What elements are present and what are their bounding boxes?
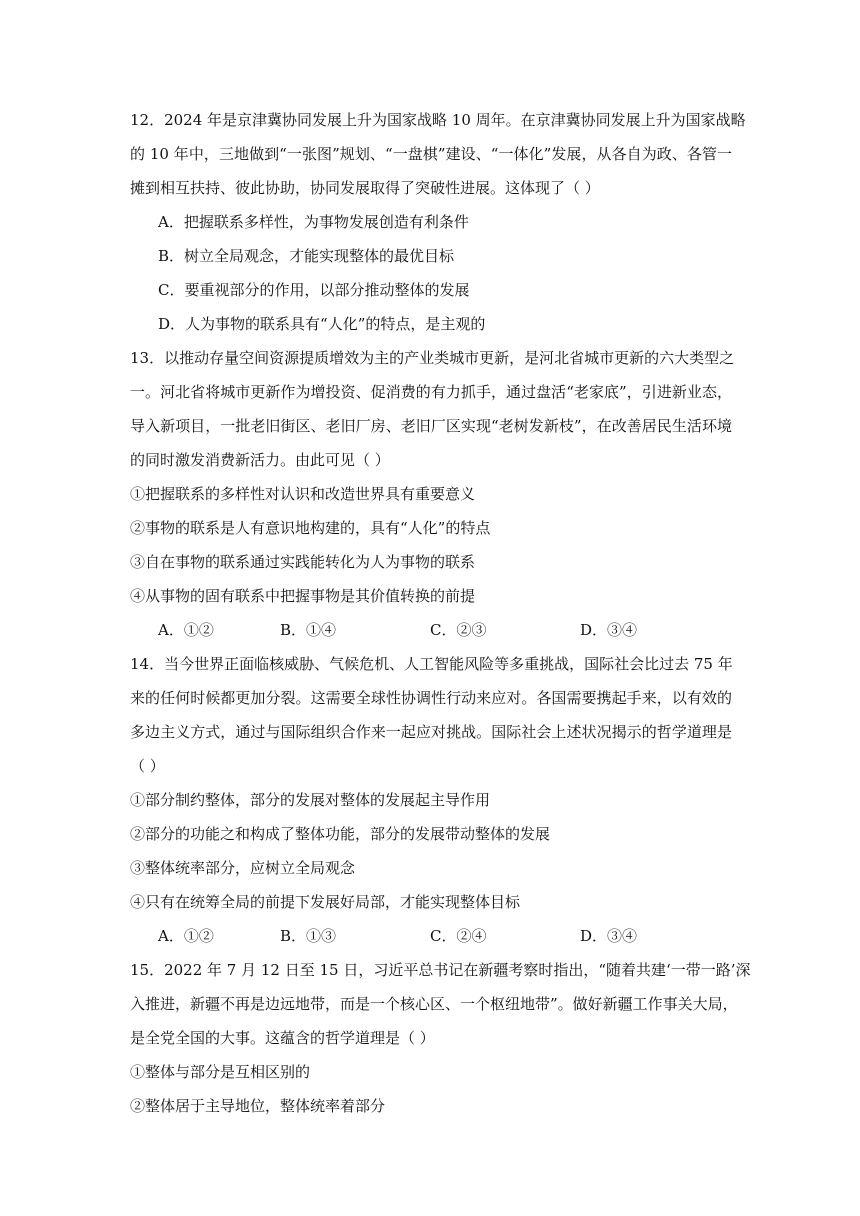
- question-13-item-2: ②事物的联系是人有意识地构建的，具有“人化”的特点: [130, 519, 491, 537]
- question-15-line-1: 15．2022 年 7 月 12 日至 15 日，习近平总书记在新疆考察时指出，“随着共建‘一带一路’深: [130, 961, 751, 979]
- question-12-option-d: D．人为事物的联系具有“人化”的特点，是主观的: [158, 315, 486, 333]
- question-14-item-2: ②部分的功能之和构成了整体功能，部分的发展带动整体的发展: [130, 825, 551, 843]
- question-14-choice-d: D．③④: [580, 927, 638, 945]
- question-15-item-2: ②整体居于主导地位，整体统率着部分: [130, 1097, 386, 1115]
- question-12-line-3: 摊到相互扶持、彼此协助，协同发展取得了突破性进展。这体现了（ ）: [130, 179, 600, 197]
- question-13-line-1: 13．以推动存量空间资源提质增效为主的产业类城市更新，是河北省城市更新的六大类型之: [130, 349, 735, 367]
- question-13-choices: [0, 620, 860, 640]
- question-15-line-3: 是全党全国的大事。这蕴含的哲学道理是（ ）: [130, 1029, 435, 1047]
- question-14-line-3: 多边主义方式，通过与国际组织合作来一起应对挑战。国际社会上述状况揭示的哲学道理是: [130, 723, 732, 741]
- question-13-line-2: 一。河北省将城市更新作为增投资、促消费的有力抓手，通过盘活“老家底”，引进新业态，: [130, 383, 732, 401]
- question-13-item-4: ④从事物的固有联系中把握事物是其价值转换的前提: [130, 587, 476, 605]
- question-14-line-1: 14．当今世界正面临核威胁、气候危机、人工智能风险等多重挑战，国际社会比过去 75 年: [130, 655, 733, 673]
- question-14-choice-c: C．②④: [430, 927, 487, 945]
- question-13-item-3: ③自在事物的联系通过实践能转化为人为事物的联系: [130, 553, 476, 571]
- question-14-choice-b: B．①③: [280, 927, 337, 945]
- question-15-item-1: ①整体与部分是互相区别的: [130, 1063, 311, 1081]
- question-12-line-2: 的 10 年中，三地做到“一张图”规划、“一盘棋”建设、“一体化”发展，从各自为政、各管一: [130, 145, 732, 163]
- question-14-item-4: ④只有在统筹全局的前提下发展好局部，才能实现整体目标: [130, 893, 521, 911]
- question-14-choices: [0, 926, 860, 946]
- question-12-line-1: 12．2024 年是京津冀协同发展上升为国家战略 10 周年。在京津冀协同发展上升为国家战略: [130, 111, 746, 129]
- question-13-choice-c: C．②③: [430, 621, 487, 639]
- question-12-option-a: A．把握联系多样性，为事物发展创造有利条件: [158, 213, 469, 231]
- question-13-item-1: ①把握联系的多样性对认识和改造世界具有重要意义: [130, 485, 476, 503]
- question-12-option-b: B．树立全局观念，才能实现整体的最优目标: [158, 247, 455, 265]
- question-14-line-4: （ ）: [130, 757, 165, 775]
- question-13-line-3: 导入新项目，一批老旧街区、老旧厂房、老旧厂区实现“老树发新枝”，在改善居民生活环境: [130, 417, 732, 435]
- question-13-choice-a: A．①②: [158, 621, 214, 639]
- question-14-item-3: ③整体统率部分，应树立全局观念: [130, 859, 356, 877]
- question-13-line-4: 的同时激发消费新活力。由此可见（ ）: [130, 451, 390, 469]
- question-13-choice-b: B．①④: [280, 621, 337, 639]
- question-14-item-1: ①部分制约整体，部分的发展对整体的发展起主导作用: [130, 791, 491, 809]
- question-13-choice-d: D．③④: [580, 621, 638, 639]
- question-14-choice-a: A．①②: [158, 927, 214, 945]
- question-12-option-c: C．要重视部分的作用，以部分推动整体的发展: [158, 281, 470, 299]
- question-14-line-2: 来的任何时候都更加分裂。这需要全球性协调性行动来应对。各国需要携起手来，以有效的: [130, 689, 732, 707]
- question-15-line-2: 入推进，新疆不再是边远地带，而是一个核心区、一个枢纽地带”。做好新疆工作事关大局，: [130, 995, 738, 1013]
